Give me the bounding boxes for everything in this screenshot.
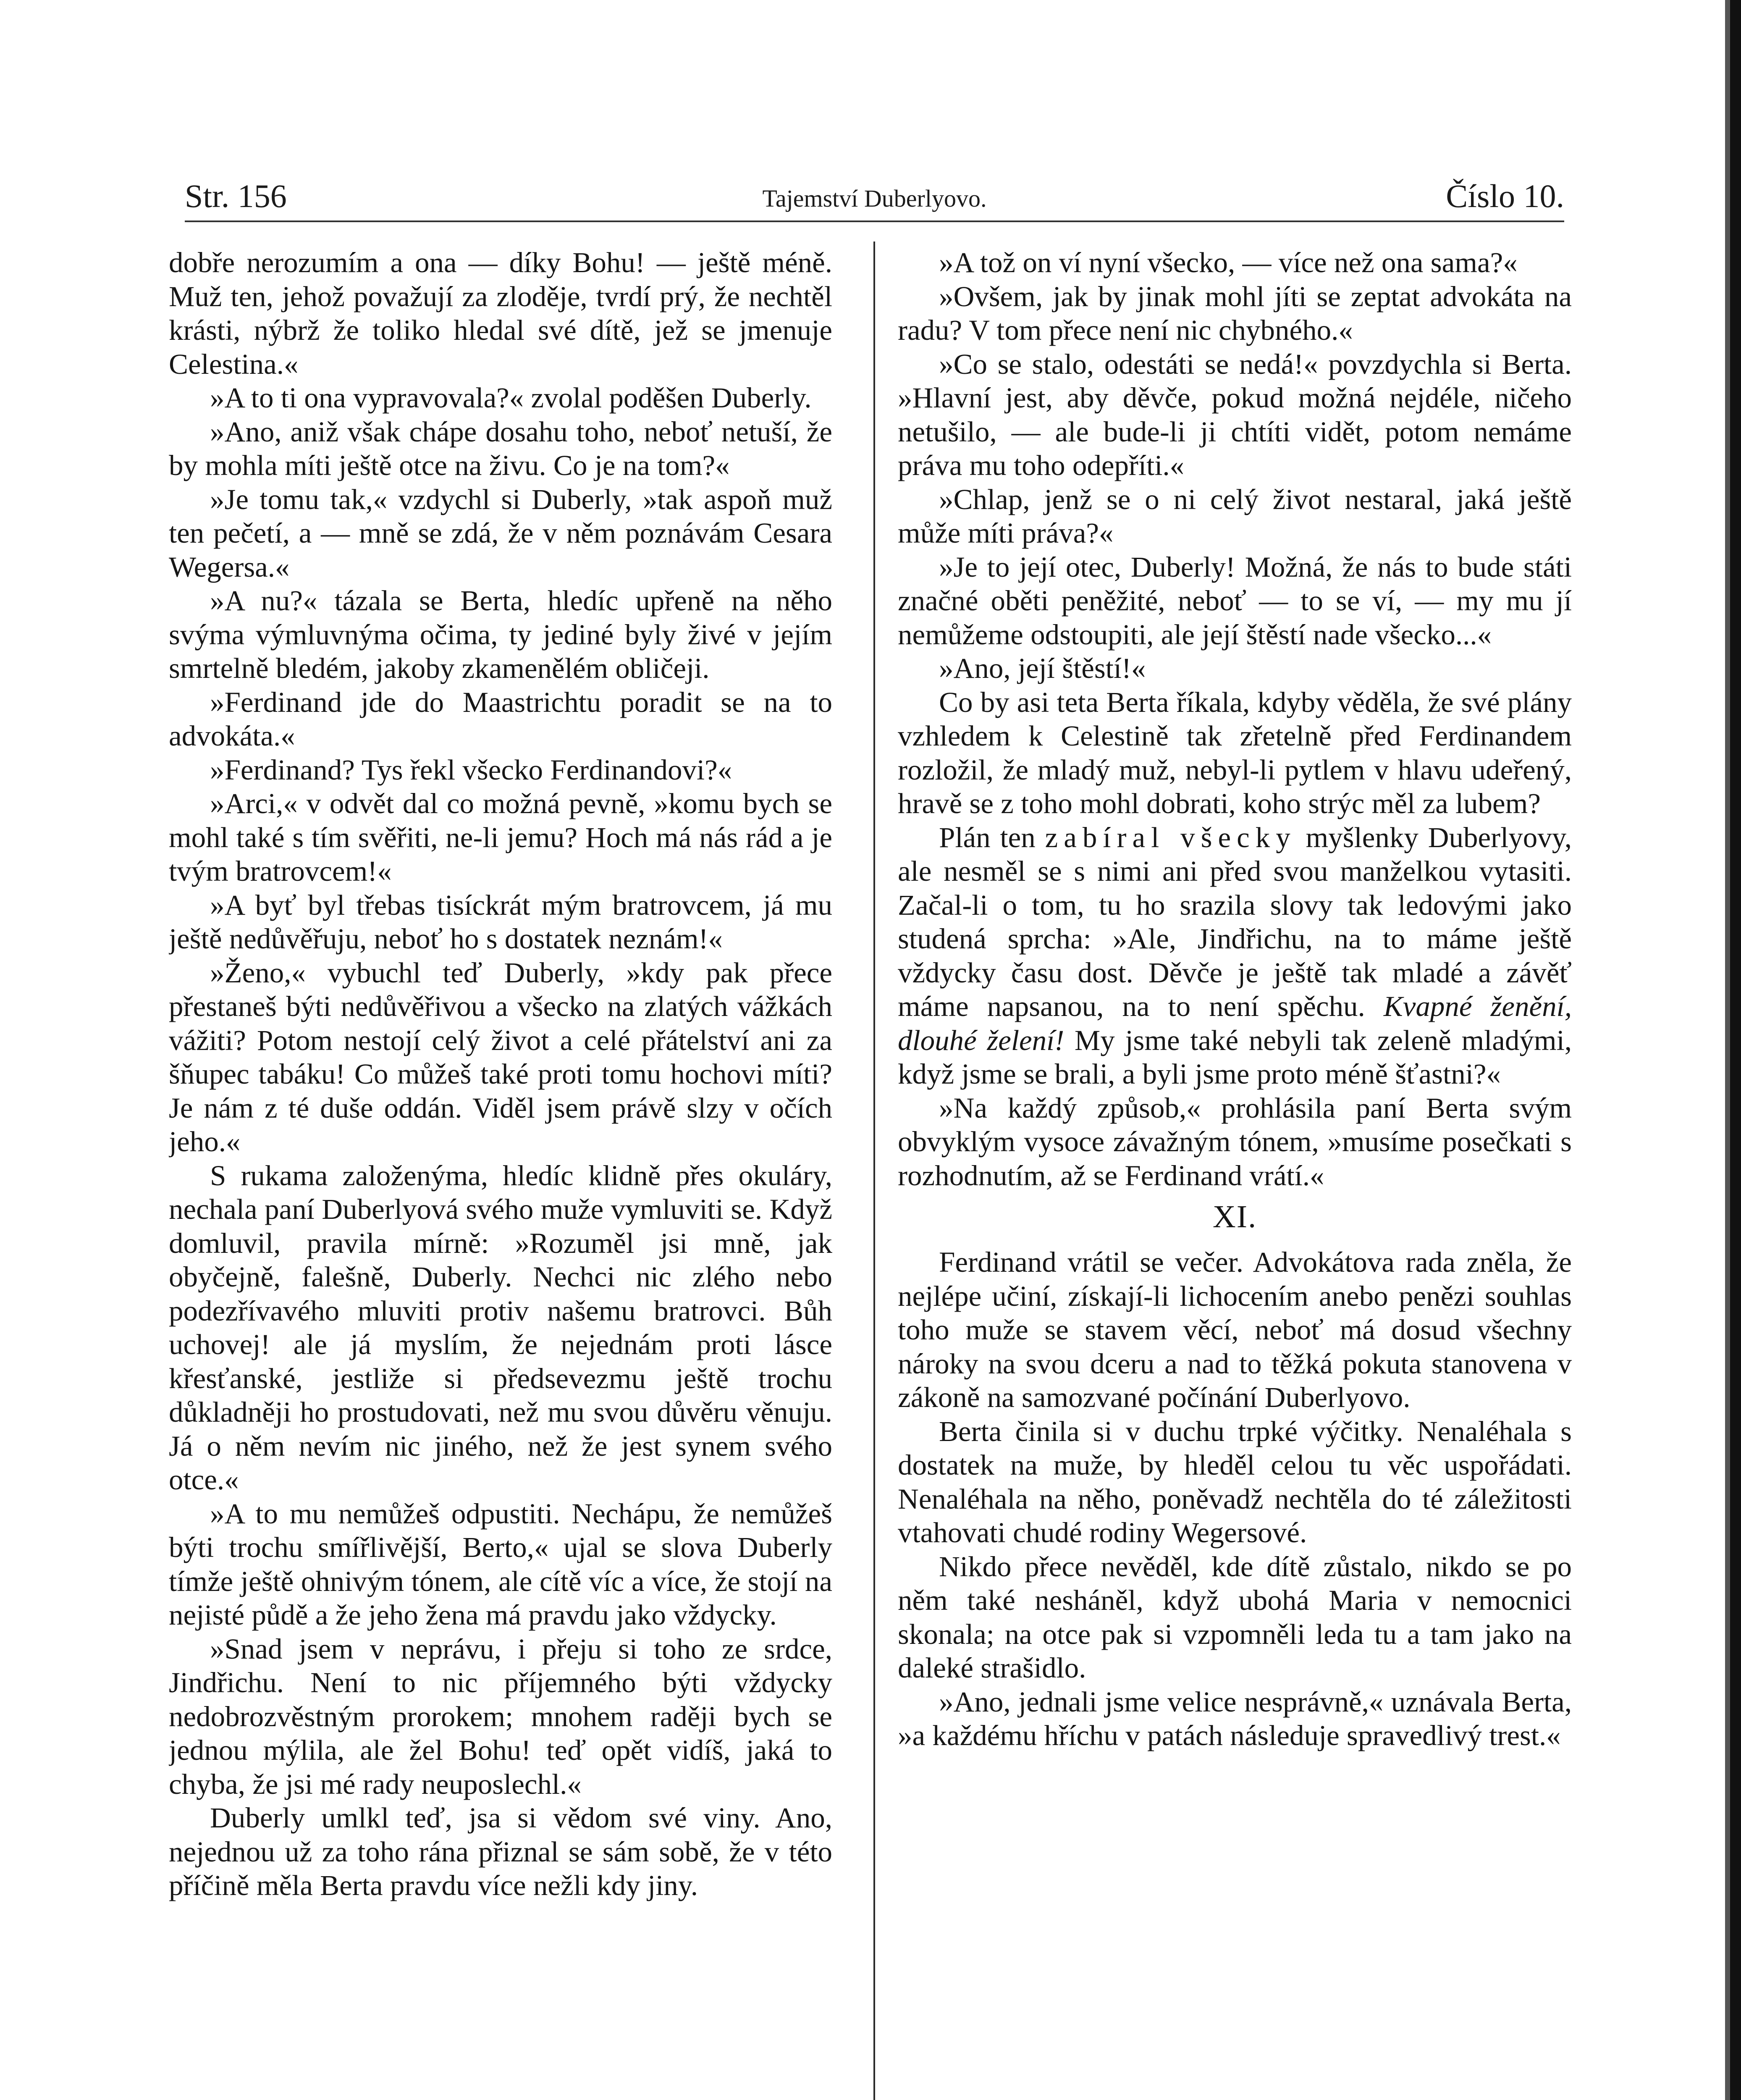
paragraph	[898, 821, 1572, 1091]
paragraph: »A byť byl třebas tisíckrát mým bratrovcem, já mu ještě nedůvěřuju, neboť ho s dostatek neznám!«	[169, 889, 832, 955]
paragraph: Ferdinand vrátil se večer. Advokátova rada zněla, že nejlépe učiní, získají-li lichocením anebo penězi souhlas toho muže se stavem věcí, neboť má dosud všechny nároky na svou dceru a nad to těžká pokuta stanovena v zákoně na samozvané počínání Duberlyovo.	[898, 1246, 1572, 1413]
paragraph: Berta činila si v duchu trpké výčitky. Nenaléhala s dostatek na muže, by hleděl celou tu věc uspořádati. Nenaléhala na něho, poněvadž nechtěla do té záležitosti vtahovati chudé rodiny Wegersové.	[898, 1415, 1572, 1549]
left-column	[169, 246, 832, 2100]
paragraph: »Snad jsem v neprávu, i přeju si toho ze srdce, Jindřichu. Není to nic příjemného býti vždycky nedobrozvěstným prorokem; mnohem raději bych se jednou mýlila, ale žel Bohu! teď opět vidíš, jaká to chyba, že jsi mé rady neuposlechl.«	[169, 1633, 832, 1800]
plan-tail: My jsme také nebyli tak zeleně mladými, když jsme se brali, a byli jsme proto méně šťastni?«	[898, 1024, 1572, 1090]
paragraph: »Na každý způsob,« prohlásila paní Berta svým obvyklým vysoce závažným tónem, »musíme posečkati s rozhodnutím, až se Ferdinand vrátí.«	[898, 1092, 1572, 1192]
page-edge-shadow	[1725, 0, 1730, 2100]
spaced-emphasis: zabíral všecky	[1045, 821, 1296, 853]
paragraph: »Ženo,« vybuchl teď Duberly, »kdy pak přece přestaneš býti nedůvěřivou a všecko na zlatých vážkách vážiti? Potom nestojí celý život a celé přátelství ani za šňupec tabáku! Co můžeš také proti tomu hochovi míti? Je nám z té duše oddán. Viděl jsem právě slzy v očích jeho.«	[169, 956, 832, 1158]
paragraph: Nikdo přece nevěděl, kde dítě zůstalo, nikdo se po něm také nesháněl, když ubohá Maria v nemocnici skonala; na otce pak si vzpomněli leda tu a tam jako na daleké strašidlo.	[898, 1550, 1572, 1684]
paragraph: »Co se stalo, odestáti se nedá!« povzdychla si Berta. »Hlavní jest, aby děvče, pokud možná nejdéle, ničeho netušilo, — ale bude-li ji chtíti vidět, potom nemáme práva mu toho odepříti.«	[898, 348, 1572, 481]
page-edge	[1730, 0, 1741, 2100]
paragraph: »A to mu nemůžeš odpustiti. Nechápu, že nemůžeš býti trochu smířlivější, Berto,« ujal se slova Duberly tímže ještě ohnivým tónem, ale cítě víc a více, že stojí na nejisté půdě a že jeho žena má pravdu jako vždycky.	[169, 1497, 832, 1631]
plan-text: myšlenky Duberlyovy, ale nesměl se s nimi ani před svou manželkou vytasiti. Začal-li o tom, tu ho srazila slovy tak ledovými jako studená sprcha: »Ale, Jindřichu, na to máme ještě vždycky času dost. Děvče je ještě tak mladé a závěť máme napsanou, na to není spěchu.	[898, 821, 1572, 1022]
paragraph: »Ano, její štěstí!«	[939, 652, 1146, 684]
paragraph: »Je to její otec, Duberly! Možná, že nás to bude státi značné oběti peněžité, neboť — to se ví, — my mu jí nemůžeme odstoupiti, ale její štěstí nade všecko...«	[898, 551, 1572, 651]
column-divider	[873, 242, 875, 2100]
paragraph: Duberly umlkl teď, jsa si vědom své viny. Ano, nejednou už za toho rána přiznal se sám sobě, že v této příčině měla Berta pravdu více nežli kdy jiny.	[169, 1802, 832, 1901]
plan-prefix: Plán ten	[939, 821, 1036, 853]
paragraph: »Ano, jednali jsme velice nesprávně,« uznávala Berta, »a každému hříchu v patách následuje spravedlivý trest.«	[898, 1685, 1572, 1751]
paragraph: »Ferdinand jde do Maastrichtu poradit se na to advokáta.«	[169, 686, 832, 752]
paragraph: »Je tomu tak,« vzdychl si Duberly, »tak aspoň muž ten pečetí, a — mně se zdá, že v něm poznávám Cesara Wegersa.«	[169, 483, 832, 583]
running-header	[185, 176, 1564, 218]
header-rule	[185, 220, 1564, 222]
paragraph: »Ano, aniž však chápe dosahu toho, neboť netuší, že by mohla míti ještě otce na živu. Co je na tom?«	[169, 415, 832, 481]
paragraph: dobře nerozumím a ona — díky Bohu! — ještě méně. Muž ten, jehož považují za zloděje, tvrdí prý, že nechtěl krásti, nýbrž že toliko hledal své dítě, jež se jmenuje Celestina.«	[169, 247, 832, 380]
paragraph: »Ferdinand? Tys řekl všecko Ferdinandovi?«	[210, 753, 732, 786]
paragraph: »A to ti ona vypravovala?« zvolal poděšen Duberly.	[210, 382, 812, 414]
page-number: Str. 156	[185, 178, 287, 214]
right-column	[898, 246, 1572, 2100]
paragraph: S rukama založenýma, hledíc klidně přes okuláry, nechala paní Duberlyová svého muže vymluviti se. Když domluvil, pravila mírně: »Rozuměl jsi mně, jak obyčejně, falešně, Duberly. Nechci nic zlého nebo podezřívavého mluviti protiv našemu bratrovci. Bůh uchovej! ale já myslím, že nejednám proti lásce křesťanské, jestliže si předsevezmu ještě trochu důkladněji ho prostudovati, než mu svou důvěru věnuju. Já o něm nevím nic jiného, než že jest synem svého otce.«	[169, 1159, 832, 1496]
paragraph: »A nu?« tázala se Berta, hledíc upřeně na něho svýma výmluvnýma očima, ty jediné byly živé v jejím smrtelně bledém, jakoby zkamenělém obličeji.	[169, 585, 832, 684]
paragraph: Co by asi teta Berta říkala, kdyby věděla, že své plány vzhledem k Celestině tak zřetelně před Ferdinandem rozložil, že mladý muž, nebyl-li pytlem v hlavu udeřený, hravě se z toho mohl dobrati, koho strýc měl za lubem?	[898, 686, 1572, 819]
section-heading: XI.	[1212, 1199, 1257, 1234]
italic-proverb: Kvapné ženění, dlouhé želení!	[898, 990, 1572, 1056]
paragraph: »Ovšem, jak by jinak mohl jíti se zeptat advokáta na radu? V tom přece není nic chybného.«	[898, 280, 1572, 346]
issue-number: Číslo 10.	[1446, 178, 1564, 214]
paragraph: »Chlap, jenž se o ni celý život nestaral, jaká ještě může míti práva?«	[898, 483, 1572, 549]
running-title: Tajemství Duberlyovo.	[762, 185, 987, 212]
paragraph: »Arci,« v odvět dal co možná pevně, »komu bych se mohl také s tím svěřiti, ne-li jemu? Hoch má nás rád a je tvým bratrovcem!«	[169, 788, 832, 887]
paragraph: »A tož on ví nyní všecko, — více než ona sama?«	[939, 247, 1518, 278]
